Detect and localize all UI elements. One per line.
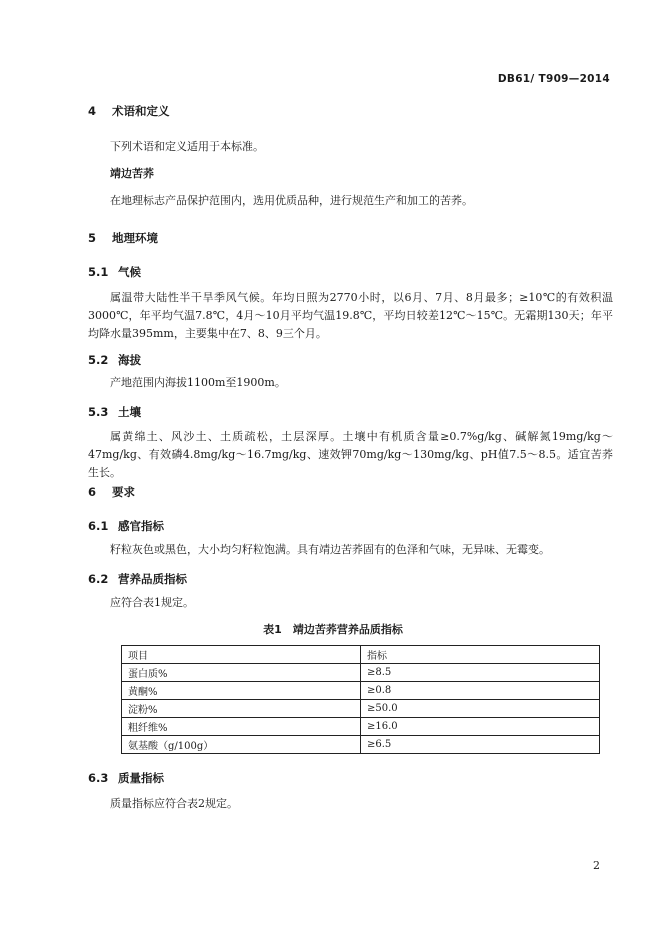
subsection-title: 营养品质指标	[118, 572, 187, 586]
table-cell-value: ≥50.0	[361, 700, 600, 718]
subsection-number: 6.2	[88, 572, 109, 586]
table-cell-item: 粗纤维%	[122, 718, 361, 736]
subsection-number: 5.1	[88, 265, 109, 279]
subsection-5-2-heading	[88, 352, 141, 368]
subsection-number: 6.3	[88, 771, 109, 785]
section-4-heading	[88, 103, 170, 119]
section-4-intro: 下列术语和定义适用于本标准。	[110, 140, 264, 153]
section-6-heading	[88, 484, 135, 500]
subsection-6-2-heading	[88, 571, 187, 587]
section-number: 5	[88, 231, 97, 245]
column-header-item: 项目	[122, 646, 361, 664]
subsection-title: 质量指标	[118, 771, 164, 785]
subsection-6-3-heading	[88, 770, 164, 786]
section-title: 要求	[112, 485, 135, 499]
table-row	[122, 682, 600, 700]
subsection-number: 5.2	[88, 353, 109, 367]
table-cell-item: 黄酮%	[122, 682, 361, 700]
subsection-5-1-heading	[88, 264, 141, 280]
section-title: 地理环境	[112, 231, 158, 245]
table-cell-item: 淀粉%	[122, 700, 361, 718]
table-row	[122, 700, 600, 718]
subsection-5-3-heading	[88, 404, 141, 420]
subsection-number: 5.3	[88, 405, 109, 419]
term-name: 靖边苦荞	[110, 167, 154, 180]
section-number: 4	[88, 104, 97, 118]
table-header-row	[122, 646, 600, 664]
table-cell-value: ≥16.0	[361, 718, 600, 736]
table-row	[122, 736, 600, 754]
subsection-number: 6.1	[88, 519, 109, 533]
section-title: 术语和定义	[112, 104, 170, 118]
page-number: 2	[593, 859, 600, 872]
column-header-value: 指标	[361, 646, 600, 664]
nutrition-table	[121, 645, 600, 754]
table-1-caption: 表1 靖边苦荞营养品质指标	[263, 623, 403, 636]
subsection-title: 感官指标	[118, 519, 164, 533]
subsection-title: 土壤	[118, 405, 141, 419]
altitude-paragraph: 产地范围内海拔1100m至1900m。	[110, 376, 286, 389]
table-row	[122, 664, 600, 682]
quality-paragraph: 质量指标应符合表2规定。	[110, 797, 238, 810]
sensory-paragraph: 籽粒灰色或黑色，大小均匀籽粒饱满。具有靖边苦荞固有的色泽和气味，无异味、无霉变。	[110, 543, 550, 556]
table-row	[122, 718, 600, 736]
subsection-6-1-heading	[88, 518, 164, 534]
section-5-heading	[88, 230, 158, 246]
table-cell-item: 蛋白质%	[122, 664, 361, 682]
term-definition: 在地理标志产品保护范围内，选用优质品种，进行规范生产和加工的苦荞。	[110, 194, 473, 207]
section-number: 6	[88, 485, 97, 499]
table-cell-value: ≥8.5	[361, 664, 600, 682]
table-cell-item: 氨基酸（g/100g）	[122, 736, 361, 754]
standard-code: DB61/ T909—2014	[497, 73, 610, 85]
climate-paragraph: 属温带大陆性半干旱季风气候。年均日照为2770小时，以6月、7月、8月最多；≥10℃的有效积温3000℃，年平均气温7.8℃，4月～10月平均气温19.8℃，平均日较差12℃～15℃。无霜期130天；年平均降水量395mm，主要集中在7、8、9三个月。	[88, 291, 613, 340]
soil-paragraph: 属黄绵土、风沙土、土质疏松，土层深厚。土壤中有机质含量≥0.7%g/kg、碱解氮19mg/kg～47mg/kg、有效磷4.8mg/kg～16.7mg/kg、速效钾70mg/kg～130mg/kg、pH值7.5～8.5。适宜苦荞生长。	[88, 430, 613, 479]
table-cell-value: ≥0.8	[361, 682, 600, 700]
subsection-title: 海拔	[118, 353, 141, 367]
nutrition-paragraph: 应符合表1规定。	[110, 596, 194, 609]
subsection-title: 气候	[118, 265, 141, 279]
table-cell-value: ≥6.5	[361, 736, 600, 754]
